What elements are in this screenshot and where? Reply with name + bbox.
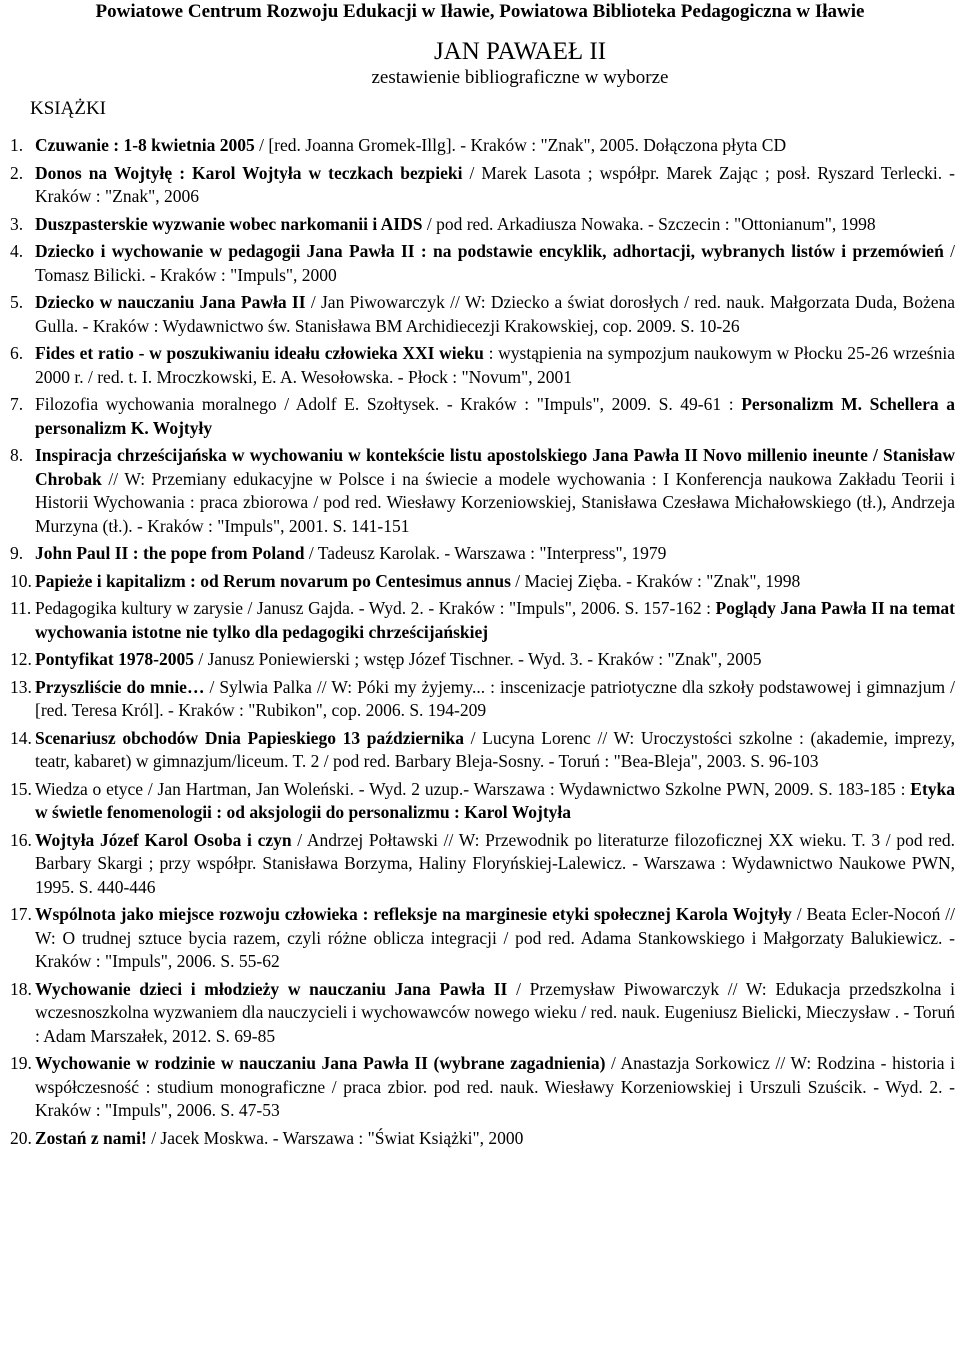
entry-title: Donos na Wojtyłę : Karol Wojtyła w teczkach bezpieki bbox=[35, 162, 463, 183]
bibliography-entry bbox=[10, 542, 955, 566]
entry-title: Pontyfikat 1978-2005 bbox=[35, 649, 194, 669]
entry-number: 18. bbox=[10, 978, 32, 999]
entry-title: Przyszliście do mnie… bbox=[35, 676, 205, 697]
entry-number: 19. bbox=[10, 1053, 32, 1073]
entry-title: Fides et ratio - w poszukiwaniu ideału człowieka XXI wieku bbox=[35, 343, 484, 363]
entry-details: / Maciej Zięba. - Kraków : "Znak", 1998 bbox=[510, 570, 801, 591]
entry-details: / Tomasz Bilicki. - Kraków : "Impuls", 2000 bbox=[35, 241, 955, 285]
bibliography-entry bbox=[10, 240, 955, 287]
entry-details: / Janusz Poniewierski ; wstęp Józef Tischner. - Wyd. 3. - Kraków : "Znak", 2005 bbox=[193, 649, 762, 669]
entry-details: / Sylwia Palka // W: Póki my żyjemy... : inscenizacje patriotyczne dla szkoły podstawowej i gimnazjum / [red. Teresa Król]. - Kraków : "Rubikon", cop. 2006. S. 194-209 bbox=[35, 676, 955, 720]
entry-details: / Lucyna Lorenc // W: Uroczystości szkolne : (akademie, imprezy, teatr, kabaret) w gimnazjum/liceum. T. 2 / pod red. Barbary Bleja-Sosny. - Toruń : "Bea-Bleja", 2003. S. 96-103 bbox=[35, 727, 955, 771]
bibliography-entry bbox=[10, 727, 955, 774]
entry-number: 12. bbox=[10, 649, 32, 669]
entry-details: / Andrzej Połtawski // W: Przewodnik po literaturze filozoficznej XX wieku. T. 3 / pod red. Barbary Skargi ; przy współpr. Stanisława Borzyma, Haliny Floryńskiej-Lalewicz. - Warszawa : Wydawnictwo Naukowe PWN, 1995. S. 440-446 bbox=[35, 829, 955, 897]
bibliography-entry bbox=[10, 444, 955, 538]
entry-number: 4. bbox=[10, 241, 24, 261]
entry-title: Poglądy Jana Pawła II na temat wychowania istotne nie tylko dla pedagogiki chrześcijańskiej bbox=[35, 598, 955, 642]
bibliography-entry bbox=[10, 978, 955, 1049]
entry-details: : wystąpienia na sympozjum naukowym w Płocku 25-26 września 2000 r. / red. t. I. Mroczkowski, E. A. Wesołowska. - Płock : "Novum", 2001 bbox=[35, 343, 956, 387]
entry-title: John Paul II : the pope from Poland bbox=[35, 543, 305, 563]
bibliography-entry bbox=[10, 597, 955, 644]
bibliography-entry bbox=[10, 162, 955, 209]
entry-title: Czuwanie : 1-8 kwietnia 2005 bbox=[35, 135, 255, 155]
entry-number: 11. bbox=[10, 598, 32, 618]
document-title: JAN PAWAEŁ II bbox=[433, 38, 607, 65]
entry-number: 8. bbox=[10, 445, 24, 465]
bibliography-list bbox=[10, 134, 955, 1154]
entry-number: 2. bbox=[10, 162, 24, 183]
entry-source: Filozofia wychowania moralnego / Adolf E. Szołtysek. - Kraków : "Impuls", 2009. S. 49-61 : bbox=[35, 394, 742, 414]
entry-number: 14. bbox=[10, 727, 32, 748]
entry-details: / Marek Lasota ; współpr. Marek Zając ; posł. Ryszard Terlecki. - Kraków : "Znak", 2006 bbox=[35, 162, 955, 206]
institution-header: Powiatowe Centrum Rozwoju Edukacji w Iławie, Powiatowa Biblioteka Pedagogiczna w Iławie bbox=[95, 1, 865, 22]
entry-number: 15. bbox=[10, 778, 32, 799]
entry-details: / Tadeusz Karolak. - Warszawa : "Interpress", 1979 bbox=[304, 543, 667, 563]
entry-title: Wspólnota jako miejsce rozwoju człowieka : refleksje na marginesie etyki społecznej Karola Wojtyły bbox=[35, 904, 792, 924]
bibliography-entry bbox=[10, 829, 955, 900]
section-heading: KSIĄŻKI bbox=[30, 98, 106, 119]
bibliography-entry bbox=[10, 213, 955, 237]
bibliography-entry bbox=[10, 778, 955, 825]
bibliography-entry bbox=[10, 134, 955, 158]
entry-number: 13. bbox=[10, 676, 32, 697]
entry-details: / Beata Ecler-Nocoń // W: O trudnej sztuce bycia razem, czyli różne oblicza integracji / pod red. Adama Stankowskiego i Małgorzaty Balukiewicz. - Kraków : "Impuls", 2006. S. 55-62 bbox=[35, 904, 955, 971]
entry-title: Wychowanie w rodzinie w nauczaniu Jana Pawła II (wybrane zagadnienia) bbox=[35, 1053, 606, 1073]
entry-number: 7. bbox=[10, 394, 24, 414]
entry-number: 1. bbox=[10, 135, 24, 155]
entry-details: / Jacek Moskwa. - Warszawa : "Świat Książki", 2000 bbox=[146, 1127, 524, 1148]
entry-number: 6. bbox=[10, 343, 24, 363]
entry-source: Pedagogika kultury w zarysie / Janusz Gajda. - Wyd. 2. - Kraków : "Impuls", 2006. S. 157-162 : bbox=[35, 598, 716, 618]
bibliography-entry bbox=[10, 676, 955, 723]
entry-details: / pod red. Arkadiusza Nowaka. - Szczecin : "Ottonianum", 1998 bbox=[422, 213, 876, 234]
entry-title: Dziecko i wychowanie w pedagogii Jana Pawła II : na podstawie encyklik, adhortacji, wybranych listów i przemówień bbox=[35, 241, 944, 261]
entry-number: 5. bbox=[10, 292, 24, 312]
entry-number: 3. bbox=[10, 213, 24, 234]
entry-number: 16. bbox=[10, 829, 32, 850]
bibliography-entry bbox=[10, 342, 955, 389]
bibliography-entry bbox=[10, 1052, 955, 1123]
entry-title: Dziecko w nauczaniu Jana Pawła II bbox=[35, 292, 306, 312]
entry-number: 20. bbox=[10, 1127, 32, 1148]
entry-title: Scenariusz obchodów Dnia Papieskiego 13 października bbox=[35, 727, 464, 748]
entry-number: 17. bbox=[10, 904, 32, 924]
bibliography-entry bbox=[10, 393, 955, 440]
entry-title: Inspiracja chrześcijańska w wychowaniu w kontekście listu apostolskiego Jana Pawła II Novo millenio ineunte / Stanisław Chrobak bbox=[35, 445, 955, 489]
entry-title: Wychowanie dzieci i młodzieży w nauczaniu Jana Pawła II bbox=[35, 978, 508, 999]
entry-number: 10. bbox=[10, 570, 32, 591]
bibliography-entry bbox=[10, 648, 955, 672]
entry-title: Duszpasterskie wyzwanie wobec narkomanii i AIDS bbox=[35, 213, 423, 234]
entry-details: / [red. Joanna Gromek-Illg]. - Kraków : "Znak", 2005. Dołączona płyta CD bbox=[254, 135, 787, 155]
bibliography-entry bbox=[10, 903, 955, 974]
entry-details: / Przemysław Piwowarczyk // W: Edukacja przedszkolna i wczesnoszkolna wyzwaniem dla nauczycieli i wychowawców nowego wieku / red. nauk. Eugeniusz Bielicki, Mieczysław . - Toruń : Adam Marszałek, 2012. S. 69-85 bbox=[35, 978, 955, 1046]
bibliography-entry bbox=[10, 1127, 955, 1151]
bibliography-entry bbox=[10, 291, 955, 338]
entry-details: / Anastazja Sorkowicz // W: Rodzina - historia i współczesność : studium monograficzne / praca zbior. pod red. nauk. Wiesławy Korzeniowskiej i Urszuli Szuścik. - Wyd. 2. - Kraków : "Impuls", 2006. S. 47-53 bbox=[35, 1053, 955, 1120]
entry-details: / Jan Piwowarczyk // W: Dziecko a świat dorosłych / red. nauk. Małgorzata Duda, Bożena Gulla. - Kraków : Wydawnictwo św. Stanisława BM Archidiecezji Krakowskiej, cop. 2009. S. 10-26 bbox=[35, 292, 955, 336]
entry-number: 9. bbox=[10, 543, 24, 563]
entry-source: Wiedza o etyce / Jan Hartman, Jan Woleński. - Wyd. 2 uzup.- Warszawa : Wydawnictwo Szkolne PWN, 2009. S. 183-185 : bbox=[35, 778, 911, 799]
entry-title: Papieże i kapitalizm : od Rerum novarum po Centesimus annus bbox=[35, 570, 511, 591]
entry-details: // W: Przemiany edukacyjne w Polsce i na świecie a modele wychowania : I Konferencja naukowa Zakładu Teorii i Historii Wychowania : praca zbiorowa / pod red. Wiesławy Korzeniowskiej, Stanisława Czesława Michałowskiego (tł.), Andrzeja Murzyna (tł.). - Kraków : "Impuls", 2001. S. 141-151 bbox=[35, 468, 955, 536]
entry-title: Zostań z nami! bbox=[35, 1127, 147, 1148]
entry-title: Wojtyła Józef Karol Osoba i czyn bbox=[35, 829, 292, 850]
document-subtitle: zestawienie bibliograficzne w wyborze bbox=[371, 67, 669, 88]
entry-title: Etyka w świetle fenomenologii : od aksjologii do personalizmu : Karol Wojtyła bbox=[35, 778, 955, 822]
entry-title: Personalizm M. Schellera a personalizm K. Wojtyły bbox=[35, 394, 955, 438]
bibliography-entry bbox=[10, 570, 955, 594]
